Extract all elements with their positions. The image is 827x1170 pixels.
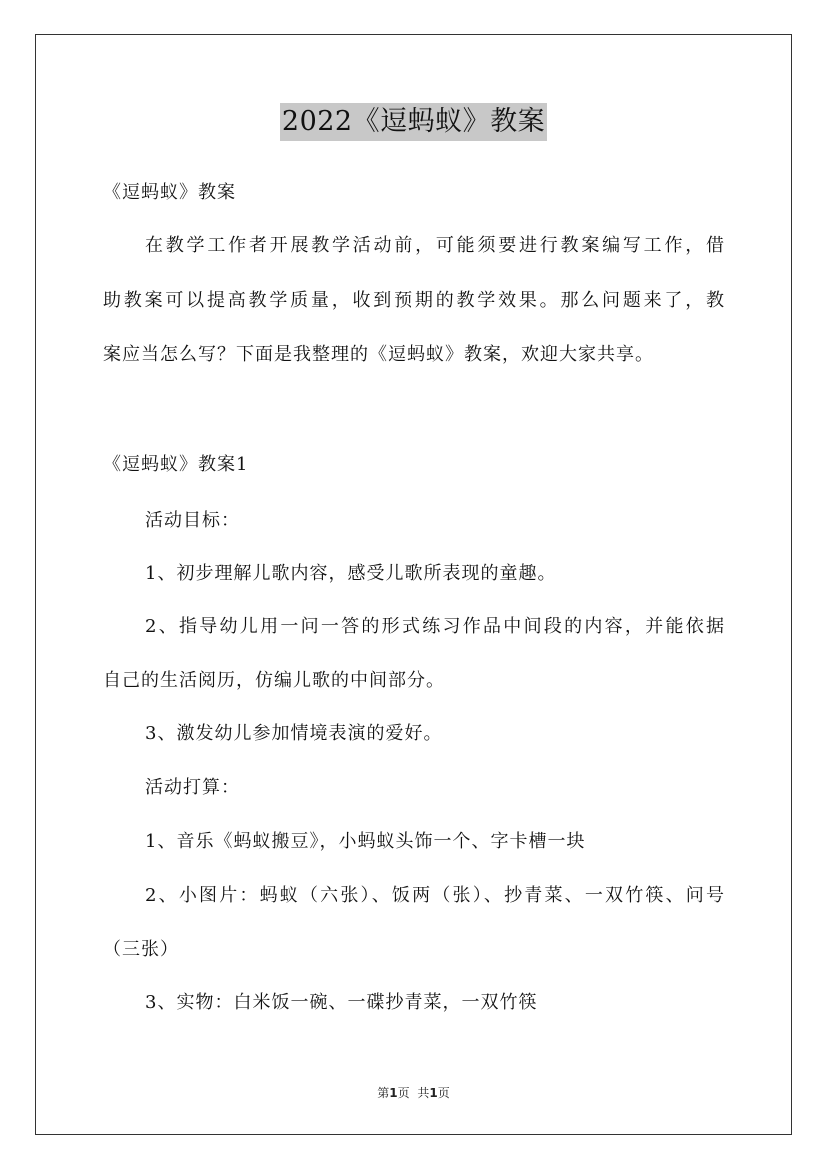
prep-3: 3、实物：白米饭一碗、一碟抄青菜，一双竹筷 [145,992,538,1013]
footer-page-prefix: 第 [377,1086,390,1100]
prep-2-line-1: 2、小图片：蚂蚁（六张）、饭两（张）、抄青菜、一双竹筷、问号 [145,885,725,906]
goal-1: 1、初步理解儿歌内容，感受儿歌所表现的童趣。 [145,563,557,584]
footer-page-number: 1 [389,1086,398,1100]
intro-line-3: 案应当怎么写？下面是我整理的《逗蚂蚁》教案，欢迎大家共享。 [103,344,654,365]
goal-2-line-2: 自己的生活阅历，仿编儿歌的中间部分。 [103,670,445,691]
goal-3: 3、激发幼儿参加情境表演的爱好。 [145,723,443,744]
goals-label: 活动目标： [145,510,240,531]
prep-1: 1、音乐《蚂蚁搬豆》，小蚂蚁头饰一个、字卡槽一块 [145,831,586,852]
intro-line-1: 在教学工作者开展教学活动前，可能须要进行教案编写工作，借 [145,235,725,256]
document-title: 2022《逗蚂蚁》教案 [280,103,547,141]
subtitle: 《逗蚂蚁》教案 [103,182,236,203]
prep-label: 活动打算： [145,777,240,798]
footer-total-pages: 1 [429,1086,438,1100]
footer-total-prefix: 共 [417,1086,430,1100]
goal-2-line-1: 2、指导幼儿用一问一答的形式练习作品中间段的内容，并能依据 [145,616,725,637]
prep-2-line-2: （三张） [103,939,179,960]
intro-line-2: 助教案可以提高教学质量，收到预期的教学效果。那么问题来了，教 [103,290,725,311]
footer-total-suffix: 页 [437,1086,450,1100]
title-container [0,103,827,141]
footer-page-suffix: 页 [397,1086,410,1100]
page-footer [0,1084,827,1101]
section-heading: 《逗蚂蚁》教案1 [103,454,249,475]
